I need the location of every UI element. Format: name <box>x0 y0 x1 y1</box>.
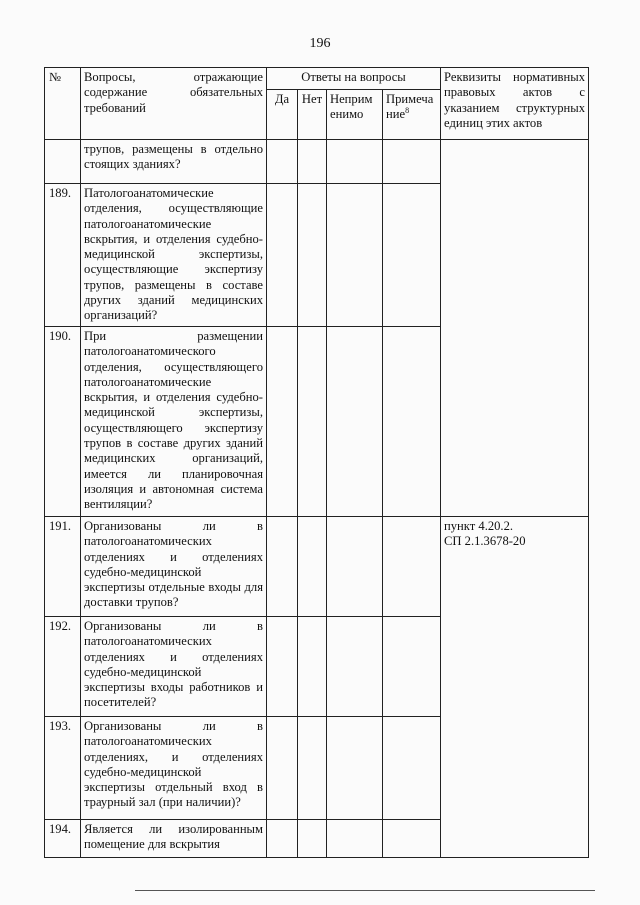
answer-no-cell[interactable] <box>298 517 327 617</box>
answer-na-cell[interactable] <box>327 820 383 858</box>
answer-no-cell[interactable] <box>298 820 327 858</box>
checklist-table <box>44 67 589 858</box>
table-row <box>45 140 589 184</box>
answer-yes-cell[interactable] <box>267 327 298 517</box>
row-number: 190. <box>45 327 81 517</box>
answer-na-cell[interactable] <box>327 184 383 327</box>
answer-yes-cell[interactable] <box>267 617 298 717</box>
header-na-line2: енимо <box>330 107 364 122</box>
answer-yes-cell[interactable] <box>267 820 298 858</box>
row-number: 193. <box>45 717 81 820</box>
header-row <box>45 68 589 90</box>
answer-no-cell[interactable] <box>298 327 327 517</box>
page-number: 196 <box>309 36 331 51</box>
answer-no-cell[interactable] <box>298 184 327 327</box>
answer-na-cell[interactable] <box>327 717 383 820</box>
header-question: Вопросы, отражающие содержание обязательных требований <box>81 68 267 140</box>
requisites-document: СП 2.1.3678-20 <box>444 534 526 549</box>
row-number: 194. <box>45 820 81 858</box>
answer-yes-cell[interactable] <box>267 717 298 820</box>
answer-yes-cell[interactable] <box>267 517 298 617</box>
answer-yes-cell[interactable] <box>267 140 298 184</box>
answer-no-cell[interactable] <box>298 140 327 184</box>
requisites-cell <box>441 517 589 858</box>
answer-note-cell[interactable] <box>383 140 441 184</box>
row-question: трупов, размещены в отдельно стоящих зданиях? <box>81 140 267 184</box>
row-question: Организованы ли в патологоанатомических отделениях и отделениях судебно-медицинской экспертизы входы работников и посетителей? <box>81 617 267 717</box>
header-requisites: Реквизиты нормативных правовых актов с указанием структурных единиц этих актов <box>441 68 589 140</box>
requisites-item: пункт 4.20.2. <box>444 519 514 533</box>
header-yes: Да <box>267 90 298 140</box>
header-note-line1: Примеча <box>386 92 434 106</box>
row-question: При размещении патологоанатомического отделения, осуществляющего патологоанатомические вскрытия, и отделения судебно-медицинской экспертизы, осуществляющего экспертизу трупов в составе других зданий медицинских организаций, имеется ли планировочная изоляция и автономная система вентиляции? <box>81 327 267 517</box>
row-number <box>45 140 81 184</box>
header-na-line1: Неприм <box>330 92 373 106</box>
answer-no-cell[interactable] <box>298 617 327 717</box>
row-number: 192. <box>45 617 81 717</box>
answer-na-cell[interactable] <box>327 517 383 617</box>
answer-note-cell[interactable] <box>383 717 441 820</box>
header-note-line2: ние <box>386 107 406 122</box>
answer-note-cell[interactable] <box>383 617 441 717</box>
row-question: Патологоанатомические отделения, осуществляющие патологоанатомические вскрытия, и отделения судебно-медицинской экспертизы, осуществляющие экспертизу трупов, размещены в составе других зданий медицинских организаций? <box>81 184 267 327</box>
header-number: № <box>45 68 81 140</box>
answer-note-cell[interactable] <box>383 184 441 327</box>
answer-note-cell[interactable] <box>383 820 441 858</box>
answer-na-cell[interactable] <box>327 327 383 517</box>
row-number: 189. <box>45 184 81 327</box>
header-answers: Ответы на вопросы <box>267 68 441 90</box>
header-note-footnote: 8 <box>405 106 410 116</box>
header-no: Нет <box>298 90 327 140</box>
table-row <box>45 517 589 617</box>
requisites-cell <box>441 140 589 517</box>
scan-bottom-rule <box>135 890 595 891</box>
answer-note-cell[interactable] <box>383 517 441 617</box>
answer-note-cell[interactable] <box>383 327 441 517</box>
row-number: 191. <box>45 517 81 617</box>
row-question: Организованы ли в патологоанатомических отделениях и отделениях судебно-медицинской экспертизы отдельные входы для доставки трупов? <box>81 517 267 617</box>
answer-na-cell[interactable] <box>327 617 383 717</box>
row-question: Является ли изолированным помещение для вскрытия <box>81 820 267 858</box>
header-note <box>383 90 441 140</box>
header-not-applicable <box>327 90 383 140</box>
answer-no-cell[interactable] <box>298 717 327 820</box>
row-question: Организованы ли в патологоанатомических отделениях, и отделениях судебно-медицинской экспертизы отдельный вход в траурный зал (при наличии)? <box>81 717 267 820</box>
answer-yes-cell[interactable] <box>267 184 298 327</box>
answer-na-cell[interactable] <box>327 140 383 184</box>
